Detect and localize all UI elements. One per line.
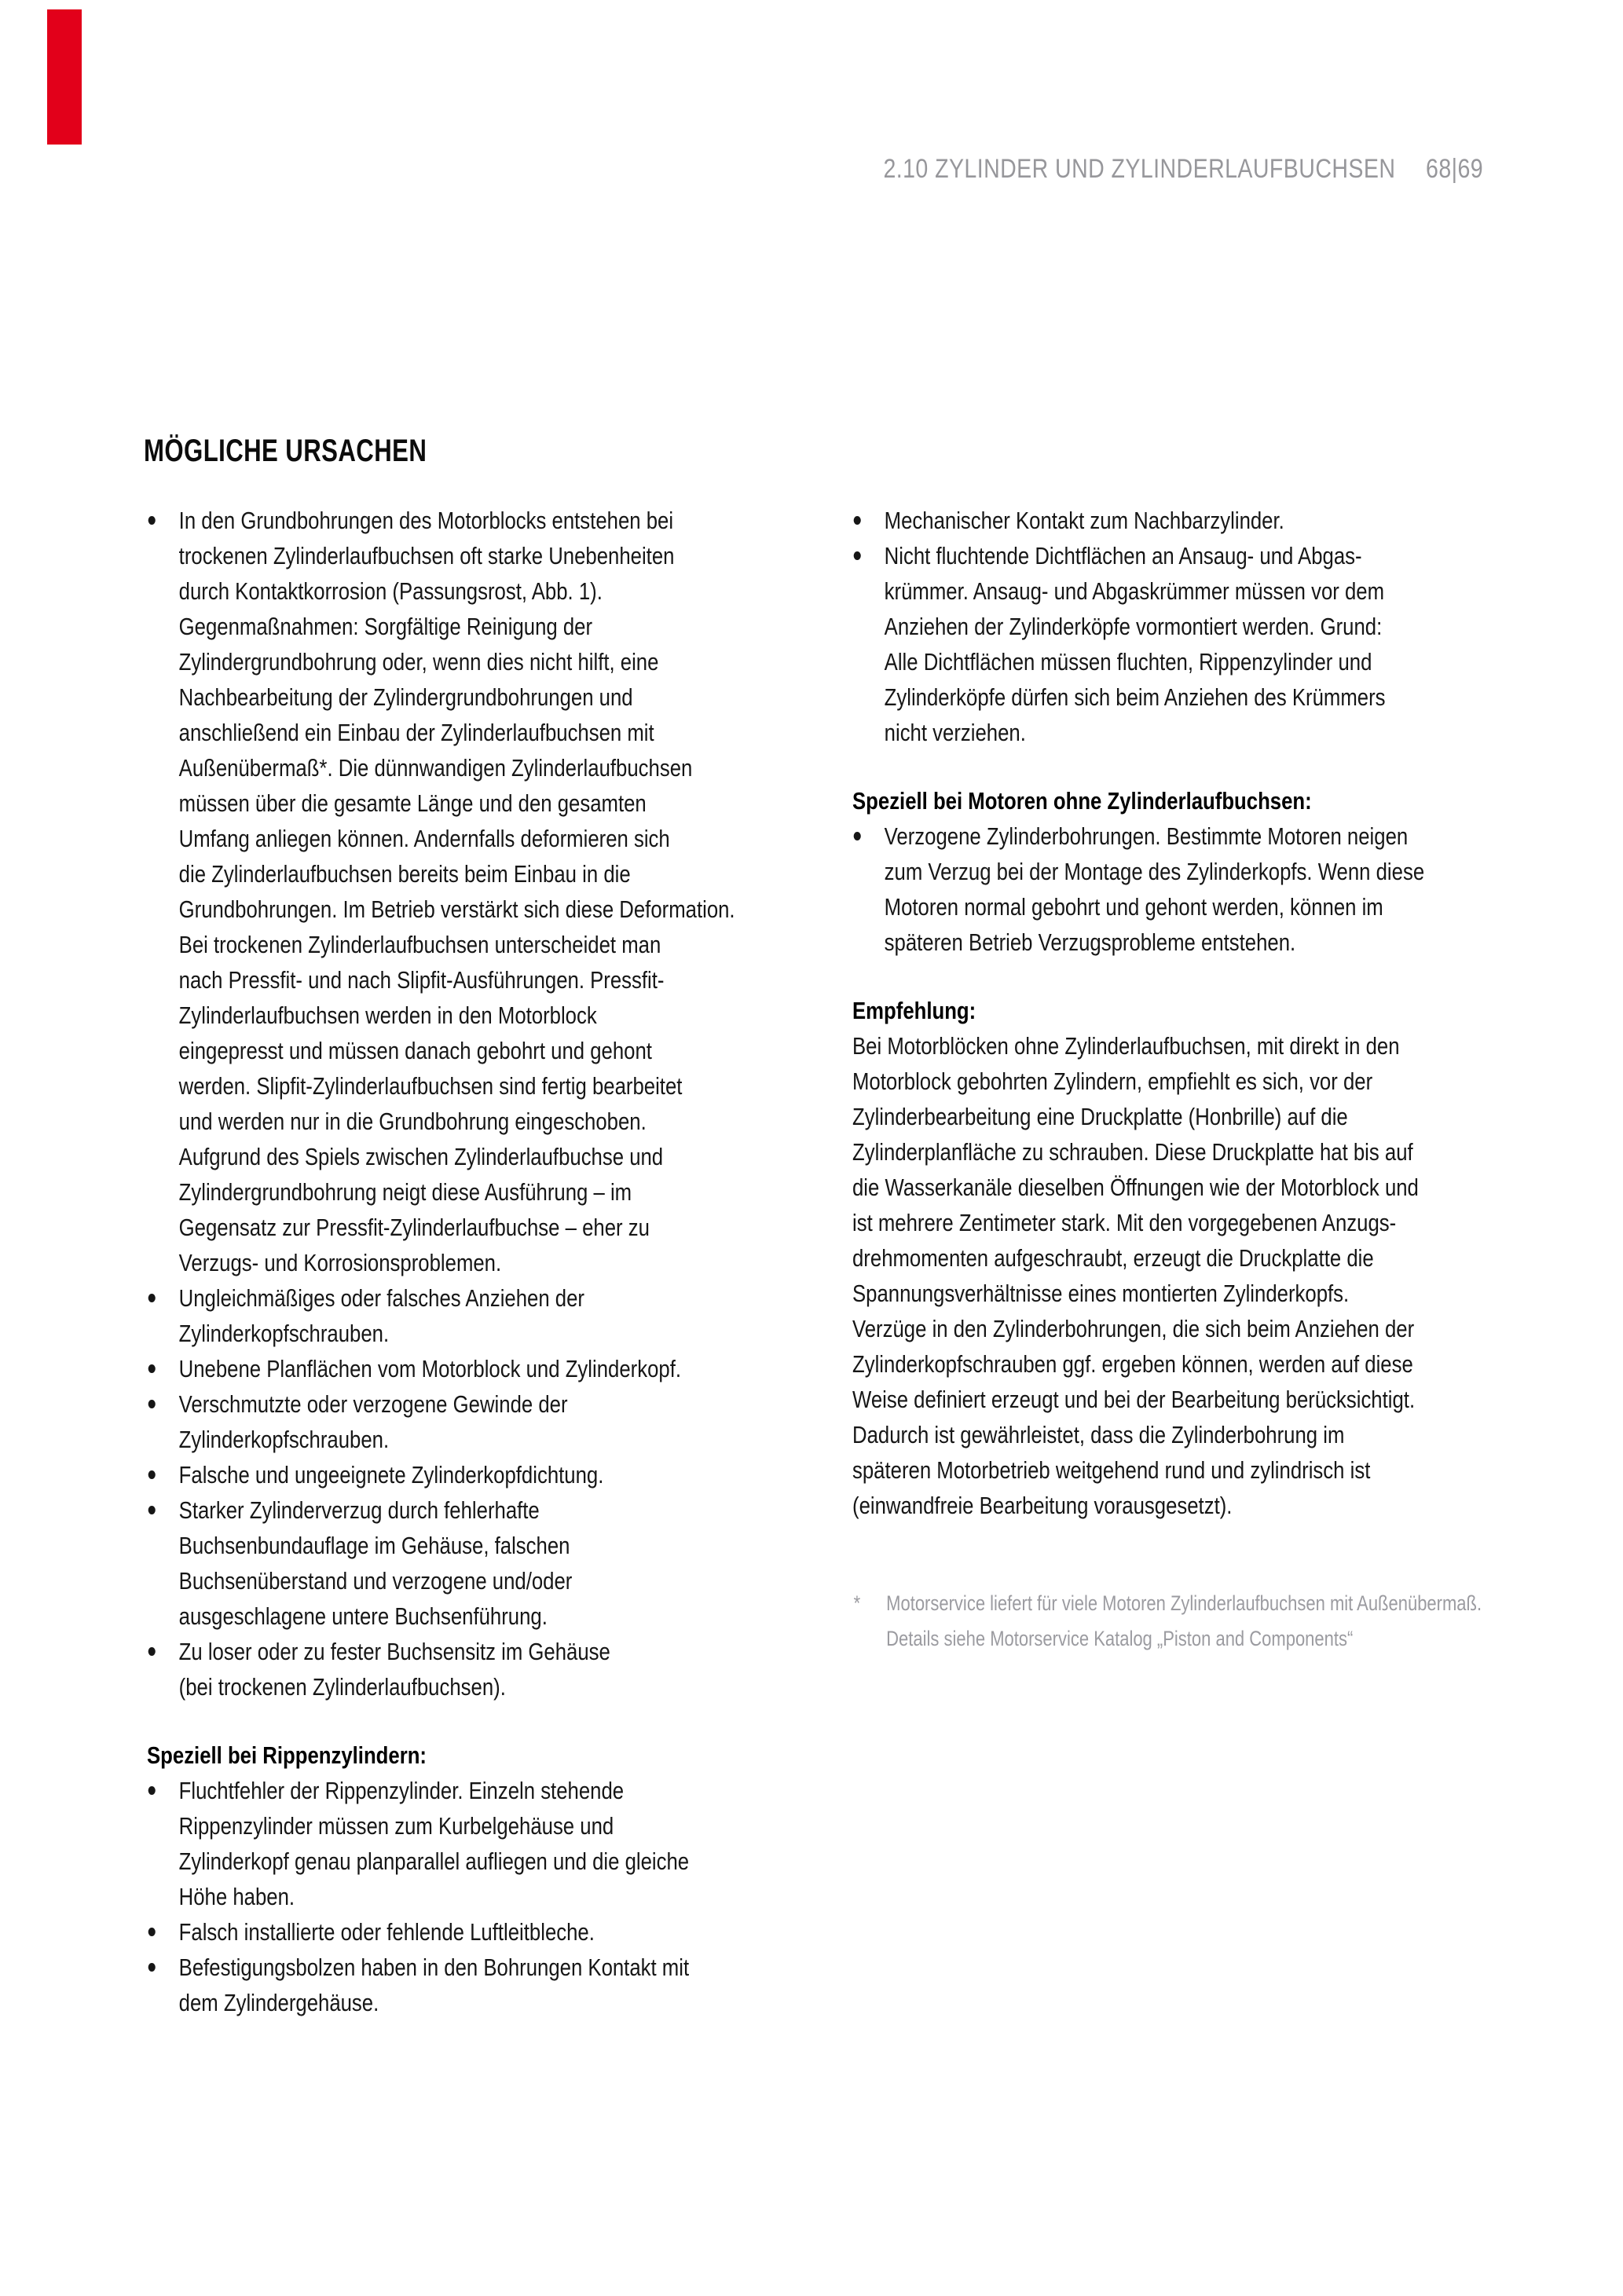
- text-line: Zylinderkopfschrauben ggf. ergeben können, werden auf diese: [852, 1350, 1413, 1378]
- bullet-icon: [854, 516, 861, 525]
- text-line: Details siehe Motorservice Katalog „Piston and Components“: [886, 1627, 1354, 1650]
- text-line: Zylinderkopfschrauben.: [178, 1320, 390, 1347]
- page-numbers: 68|69: [1425, 154, 1483, 184]
- text-line: die Wasserkanäle dieselben Öffnungen wie der Motorblock und: [852, 1174, 1419, 1201]
- text-line: Buchsenbundauflage im Gehäuse, falschen: [178, 1532, 570, 1559]
- bullet-icon: [148, 1786, 156, 1795]
- text-line: Zylindergrundbohrung oder, wenn dies nicht hilft, eine: [178, 648, 659, 676]
- bullet-item: [147, 1280, 793, 1351]
- footnote: [852, 1586, 1504, 1657]
- text-line: Zylindergrundbohrung neigt diese Ausführung – im: [178, 1178, 632, 1206]
- text-line: späteren Betrieb Verzugsprobleme entstehen.: [884, 928, 1296, 956]
- bullet-icon: [148, 1928, 156, 1936]
- bullet-icon: [148, 516, 156, 525]
- text-line: Nachbearbeitung der Zylindergrundbohrungen und: [178, 683, 633, 711]
- bullet-icon: [148, 1647, 156, 1656]
- text-line: Grundbohrungen. Im Betrieb verstärkt sich diese Deformation.: [178, 895, 735, 923]
- text-line: Empfehlung:: [852, 997, 976, 1024]
- footnote-marker: *: [853, 1591, 861, 1615]
- text-line: zum Verzug bei der Montage des Zylinderkopfs. Wenn diese: [884, 858, 1425, 885]
- text-line: werden. Slipfit-Zylinderlaufbuchsen sind fertig bearbeitet: [178, 1072, 683, 1100]
- bullet-item: [147, 1634, 793, 1705]
- left-text-column: [147, 503, 793, 2020]
- text-line: Motoren normal gebohrt und gehont werden, können im: [884, 893, 1383, 921]
- text-line: Befestigungsbolzen haben in den Bohrungen Kontakt mit: [178, 1954, 690, 1981]
- bullet-item: [147, 1457, 793, 1492]
- right-text-column: [852, 503, 1504, 1657]
- text-line: Falsche und ungeeignete Zylinderkopfdichtung.: [178, 1461, 604, 1489]
- text-line: Zu loser oder zu fester Buchsensitz im Gehäuse: [178, 1638, 610, 1665]
- text-line: Ungleichmäßiges oder falsches Anziehen der: [178, 1284, 584, 1312]
- text-line: eingepresst und müssen danach gebohrt und gehont: [178, 1037, 652, 1064]
- text-line: Gegensatz zur Pressfit-Zylinderlaufbuchse – eher zu: [178, 1214, 650, 1241]
- text-line: Zylinderkopfschrauben.: [178, 1426, 390, 1453]
- bullet-item: [852, 538, 1504, 750]
- text-line: müssen über die gesamte Länge und den gesamten: [178, 789, 647, 817]
- text-line: Anziehen der Zylinderköpfe vormontiert werden. Grund:: [884, 613, 1383, 640]
- text-line: Motorblock gebohrten Zylindern, empfiehlt es sich, vor der: [852, 1067, 1373, 1095]
- bullet-icon: [148, 1470, 156, 1479]
- bullet-icon: [854, 551, 861, 560]
- running-head-chapter: 2.10 ZYLINDER UND ZYLINDERLAUFBUCHSEN: [883, 154, 1396, 184]
- bullet-icon: [148, 1506, 156, 1514]
- text-line: Zylinderlaufbuchsen werden in den Motorblock: [178, 1002, 597, 1029]
- text-line: Bei trockenen Zylinderlaufbuchsen unterscheidet man: [178, 931, 661, 958]
- text-line: ausgeschlagene untere Buchsenführung.: [178, 1602, 548, 1630]
- text-line: Fluchtfehler der Rippenzylinder. Einzeln stehende: [178, 1777, 625, 1804]
- running-head: [883, 154, 1483, 185]
- text-line: Starker Zylinderverzug durch fehlerhafte: [178, 1496, 540, 1524]
- bullet-item: [147, 1351, 793, 1386]
- text-line: Zylinderköpfe dürfen sich beim Anziehen des Krümmers: [884, 683, 1386, 711]
- text-line: Verzugs- und Korrosionsproblemen.: [178, 1249, 502, 1276]
- text-line: Zylinderbearbeitung eine Druckplatte (Honbrille) auf die: [852, 1103, 1348, 1130]
- text-line: nicht verziehen.: [884, 719, 1026, 746]
- text-line: Alle Dichtflächen müssen fluchten, Rippenzylinder und: [884, 648, 1372, 676]
- text-line: Aufgrund des Spiels zwischen Zylinderlaufbuchse und: [178, 1143, 664, 1170]
- text-line: Nicht fluchtende Dichtflächen an Ansaug- und Abgas-: [884, 542, 1362, 569]
- text-line: Falsch installierte oder fehlende Luftleitbleche.: [178, 1918, 595, 1946]
- subheading: [852, 993, 1504, 1028]
- bullet-item: [147, 1386, 793, 1457]
- text-line: Verzogene Zylinderbohrungen. Bestimmte Motoren neigen: [884, 822, 1409, 850]
- text-line: dem Zylindergehäuse.: [178, 1989, 379, 2016]
- section-title: MÖGLICHE URSACHEN: [144, 434, 427, 468]
- paragraph: [852, 1028, 1504, 1523]
- text-line: späteren Motorbetrieb weitgehend rund und zylindrisch ist: [852, 1456, 1371, 1484]
- bullet-item: [147, 1773, 793, 1914]
- bullet-item: [852, 818, 1504, 960]
- bullet-item: [147, 1492, 793, 1634]
- text-line: Weise definiert erzeugt und bei der Bearbeitung berücksichtigt.: [852, 1386, 1416, 1413]
- text-line: Speziell bei Rippenzylindern:: [147, 1741, 427, 1769]
- text-line: drehmomenten aufgeschraubt, erzeugt die Druckplatte die: [852, 1244, 1374, 1272]
- bullet-icon: [854, 832, 861, 840]
- bullet-item: [852, 503, 1504, 538]
- text-line: Umfang anliegen können. Andernfalls deformieren sich: [178, 825, 670, 852]
- bullet-icon: [148, 1400, 156, 1408]
- text-line: Rippenzylinder müssen zum Kurbelgehäuse und: [178, 1812, 614, 1840]
- text-line: Speziell bei Motoren ohne Zylinderlaufbuchsen:: [852, 787, 1312, 815]
- text-line: Verzüge in den Zylinderbohrungen, die sich beim Anziehen der: [852, 1315, 1415, 1342]
- text-line: anschließend ein Einbau der Zylinderlaufbuchsen mit: [178, 719, 654, 746]
- text-line: Verschmutzte oder verzogene Gewinde der: [178, 1390, 568, 1418]
- text-line: Spannungsverhältnisse eines montierten Zylinderkopfs.: [852, 1280, 1350, 1307]
- text-line: die Zylinderlaufbuchsen bereits beim Einbau in die: [178, 860, 631, 888]
- text-line: Zylinderkopf genau planparallel aufliegen und die gleiche: [178, 1847, 690, 1875]
- bullet-icon: [148, 1364, 156, 1373]
- text-line: durch Kontaktkorrosion (Passungsrost, Abb. 1).: [178, 577, 603, 605]
- text-line: nach Pressfit- und nach Slipfit-Ausführungen. Pressfit-: [178, 966, 665, 994]
- text-line: ist mehrere Zentimeter stark. Mit den vorgegebenen Anzugs-: [852, 1209, 1397, 1236]
- text-line: Motorservice liefert für viele Motoren Zylinderlaufbuchsen mit Außenübermaß.: [886, 1591, 1482, 1615]
- text-line: (einwandfreie Bearbeitung vorausgesetzt).: [852, 1492, 1233, 1519]
- text-line: Dadurch ist gewährleistet, dass die Zylinderbohrung im: [852, 1421, 1345, 1448]
- subheading: [147, 1738, 793, 1773]
- text-line: Zylinderplanfläche zu schrauben. Diese Druckplatte hat bis auf: [852, 1138, 1413, 1166]
- text-line: Unebene Planflächen vom Motorblock und Zylinderkopf.: [178, 1355, 681, 1382]
- text-line: krümmer. Ansaug- und Abgaskrümmer müssen vor dem: [884, 577, 1385, 605]
- bullet-item: [147, 503, 793, 1280]
- text-line: trockenen Zylinderlaufbuchsen oft starke Unebenheiten: [178, 542, 675, 569]
- text-line: Buchsenüberstand und verzogene und/oder: [178, 1567, 573, 1595]
- text-line: Höhe haben.: [178, 1883, 295, 1910]
- text-line: und werden nur in die Grundbohrung eingeschoben.: [178, 1108, 647, 1135]
- bullet-icon: [148, 1294, 156, 1302]
- subheading: [852, 783, 1504, 818]
- text-line: (bei trockenen Zylinderlaufbuchsen).: [178, 1673, 506, 1701]
- chapter-tab-marker: [47, 9, 82, 145]
- text-line: Gegenmaßnahmen: Sorgfältige Reinigung der: [178, 613, 593, 640]
- bullet-icon: [148, 1963, 156, 1972]
- text-line: Bei Motorblöcken ohne Zylinderlaufbuchsen, mit direkt in den: [852, 1032, 1400, 1060]
- text-line: Mechanischer Kontakt zum Nachbarzylinder.: [884, 507, 1284, 534]
- text-line: In den Grundbohrungen des Motorblocks entstehen bei: [178, 507, 674, 534]
- bullet-item: [147, 1950, 793, 2020]
- bullet-item: [147, 1914, 793, 1950]
- text-line: Außenübermaß*. Die dünnwandigen Zylinderlaufbuchsen: [178, 754, 693, 782]
